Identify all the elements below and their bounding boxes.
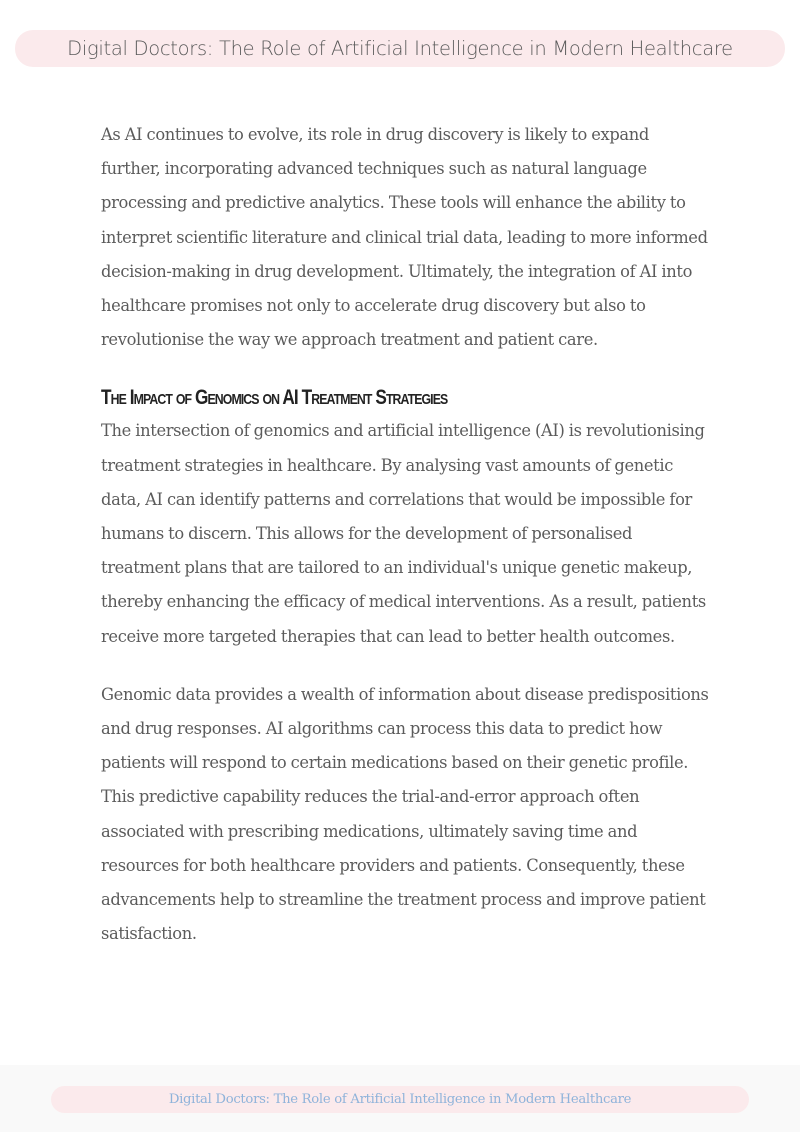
section-heading: The Impact of Genomics on AI Treatment Strategies	[101, 386, 448, 410]
main-content	[101, 118, 711, 951]
header-title: Digital Doctors: The Role of Artificial Intelligence in Modern Healthcare	[67, 37, 733, 60]
page-footer	[0, 1065, 800, 1132]
footer-title: Digital Doctors: The Role of Artificial Intelligence in Modern Healthcare	[168, 1092, 632, 1107]
page-header	[15, 30, 785, 67]
intro-paragraph: As AI continues to evolve, its role in drug discovery is likely to expand further, incorporating advanced techniques such as natural language processing and predictive analytics. These tools will enhance the ability to interpret scientific literature and clinical trial data, leading to more informed decision-making in drug development. Ultimately, the integration of AI into healthcare promises not only to accelerate drug discovery but also to revolutionise the way we approach treatment and patient care.	[101, 125, 708, 350]
body-paragraph-2: Genomic data provides a wealth of information about disease predispositions and drug responses. AI algorithms can process this data to predict how patients will respond to certain medications based on their genetic profile. This predictive capability reduces the trial-and-error approach often associated with prescribing medications, ultimately saving time and resources for both healthcare providers and patients. Consequently, these advancements help to streamline the treatment process and improve patient satisfaction.	[101, 684, 709, 944]
body-paragraph-1: The intersection of genomics and artificial intelligence (AI) is revolutionising treatment strategies in healthcare. By analysing vast amounts of genetic data, AI can identify patterns and correlations that would be impossible for humans to discern. This allows for the development of personalised treatment plans that are tailored to an individual's unique genetic makeup, thereby enhancing the efficacy of medical interventions. As a result, patients receive more targeted therapies that can lead to better health outcomes.	[101, 421, 706, 646]
footer-bar	[51, 1086, 749, 1113]
